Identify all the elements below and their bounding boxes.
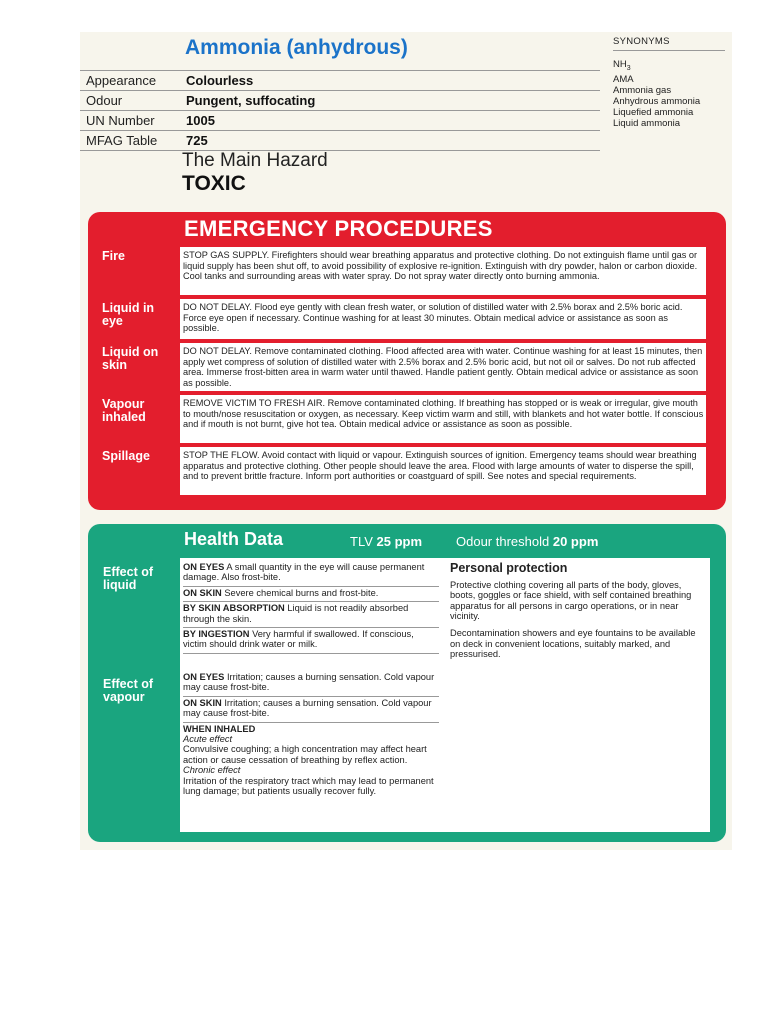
synonym-formula: $NH_3$ [613,59,631,72]
health-content-area [180,558,710,832]
synonym-item: Liquid ammonia [613,117,681,129]
effect-of-liquid-label: Effect of liquid [103,565,153,592]
list-item: ON SKIN Irritation; causes a burning sensation. Cold vapour may cause frost-bite. [183,697,439,723]
emergency-row-text: DO NOT DELAY. Flood eye gently with clean fresh water, or solution of distilled water with 2.5% borax and 2.5% boric acid. Force eye open if necessary. Continue washing for at least 30 minutes. Obtain medical advice or assistance as soon as possible. [180,299,706,339]
list-item: ON EYES A small quantity in the eye will cause permanent damage. Also frost-bite. [183,561,439,587]
emergency-row-text: STOP GAS SUPPLY. Firefighters should wear breathing apparatus and protective clothing. Do not extinguish flame until gas or liquid supply has been shut off, to avoid possibility of explosive re-ignition. Extinguish with dry powder, halon or carbon dioxide. Cool tanks and surrounding areas with water spray. Do not spray water directly onto burning ammonia. [180,247,706,295]
effect-of-vapour-label: Effect of vapour [103,677,153,704]
personal-protection-title: Personal protection [450,561,568,575]
page-title: Ammonia (anhydrous) [185,36,408,59]
health-data-panel [88,524,726,842]
properties-table [80,70,600,151]
property-row [80,111,600,131]
odour-threshold: Odour threshold 20 ppm [456,534,599,549]
property-row [80,71,600,91]
list-item: BY SKIN ABSORPTION Liquid is not readily absorbed through the skin. [183,602,439,628]
synonym-item: AMA [613,73,634,85]
property-label: MFAG Table [86,133,158,148]
emergency-row-label: Liquid in eye [102,301,155,328]
property-label: Appearance [86,73,157,88]
property-value: Pungent, suffocating [186,93,316,108]
property-value: 1005 [186,113,215,128]
emergency-heading: EMERGENCY PROCEDURES [184,216,493,241]
synonym-item: Anhydrous ammonia [613,95,701,107]
emergency-row-label: Spillage [102,449,150,463]
property-row [80,91,600,111]
list-item: ON SKIN Severe chemical burns and frost-bite. [183,587,439,602]
emergency-row-text: REMOVE VICTIM TO FRESH AIR. Remove contaminated clothing. If breathing has stopped or is weak or irregular, give mouth to mouth/nose resuscitation or oxygen, as necessary. Keep victim warm and still, with blankets and hot water bottle. If conscious and if mouth is not burnt, give hot tea. Obtain medical advice or assistance as soon as possible. [180,395,706,443]
synonyms-panel [613,36,725,129]
property-value: Colourless [186,73,254,88]
tlv-value: TLV 25 ppm [350,534,423,549]
personal-protection [450,563,704,666]
emergency-row-label: Vapour inhaled [102,397,146,424]
synonym-item: Ammonia gas [613,84,672,96]
list-item: WHEN INHALED Acute effect Convulsive coughing; a high concentration may affect heart action or cause cessation of breathing by reflex action. Chronic effect Irritation of the respiratory tract which may lead to permanent lung damage; but patients usually recover fully. [183,723,434,797]
emergency-procedures-panel [88,212,726,510]
vapour-effects-list [183,671,439,799]
main-hazard-label: The Main Hazard [182,150,328,171]
data-sheet [80,32,732,850]
list-item: BY INGESTION Very harmful if swallowed. If conscious, victim should drink water or milk. [183,628,439,654]
emergency-row-text: DO NOT DELAY. Remove contaminated clothing. Flood affected area with water. Continue washing for at least 15 minutes, then apply wet compress of solution of distilled water with 2.5% borax and 2.5% boric acid, but not oil or salves. Do not rub affected area. Immerse frost-bitten area in warm water until thawed. Handle patient gently. Obtain medical advice or assistance as soon as possible. [180,343,706,391]
emergency-row-label: Liquid on skin [102,345,159,372]
list-item: ON EYES Irritation; causes a burning sensation. Cold vapour may cause frost-bite. [183,671,439,697]
personal-protection-text: Decontamination showers and eye fountains to be available on deck in convenient locations, suitably marked, and pressurised. [450,627,696,660]
synonym-item: Liquefied ammonia [613,106,694,118]
property-label: UN Number [86,113,155,128]
emergency-row-label: Fire [102,249,125,263]
liquid-effects-list [183,561,439,654]
personal-protection-text: Protective clothing covering all parts of the body, gloves, boots, goggles or face shield, with self contained breathing apparatus for all persons in cargo operations, or in near vicinity. [450,579,692,622]
property-row [80,131,600,151]
emergency-row-text: STOP THE FLOW. Avoid contact with liquid or vapour. Extinguish sources of ignition. Emergency teams should wear breathing apparatus and protective clothing. Other people should leave the area. Flood with large amounts of water to disperse the spill, and to prevent brittle fracture. Inform port authorities or coastguard of spill. See notes and special requirements. [180,447,706,495]
property-label: Odour [86,93,123,108]
synonyms-heading: SYNONYMS [613,36,725,51]
health-heading: Health Data [184,529,284,549]
property-value: 725 [186,133,208,148]
main-hazard-value: TOXIC [182,172,246,195]
